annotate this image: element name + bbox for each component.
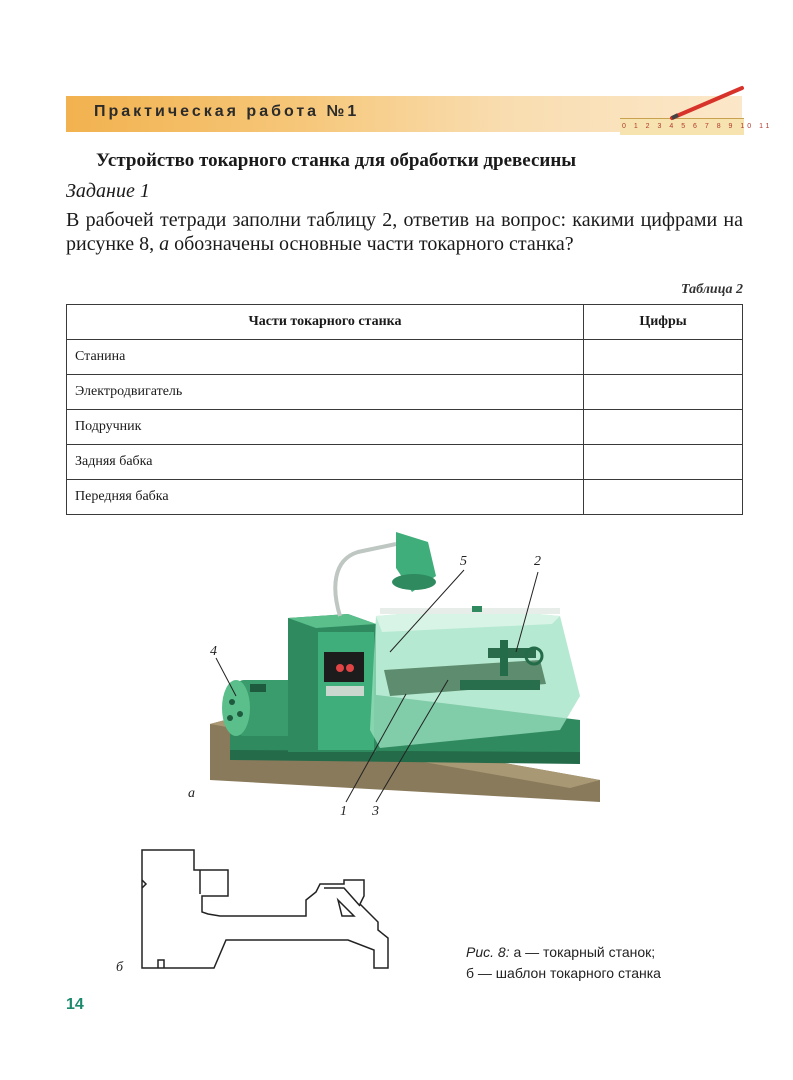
task-label: Задание 1 — [66, 180, 150, 202]
digit-cell — [584, 410, 743, 445]
callout-4: 4 — [210, 644, 217, 659]
page-heading: Устройство токарного станка для обработки древесины — [96, 150, 577, 171]
caption-line-2: б — шаблон токарного станка — [466, 965, 661, 981]
part-name-cell: Электродвигатель — [67, 375, 584, 410]
part-name-cell: Передняя бабка — [67, 480, 584, 515]
figure-label-a: а — [188, 786, 195, 801]
part-name-cell: Подручник — [67, 410, 584, 445]
table-row — [67, 410, 743, 445]
caption-fig-ref: Рис. 8: — [466, 944, 510, 960]
part-name-cell: Станина — [67, 340, 584, 375]
figure-label-b: б — [116, 960, 124, 975]
digit-cell — [584, 480, 743, 515]
table-caption: Таблица 2 — [681, 282, 743, 297]
part-name-cell: Задняя бабка — [67, 445, 584, 480]
caption-line-1-text: а — токарный станок; — [509, 944, 656, 960]
digit-cell — [584, 445, 743, 480]
table-row — [67, 340, 743, 375]
digit-cell — [584, 375, 743, 410]
table-row — [67, 445, 743, 480]
task-text-italic: а — [159, 233, 170, 255]
lathe-illustration — [200, 520, 620, 810]
parts-table — [66, 304, 743, 515]
lathe-template-outline — [130, 840, 430, 980]
callout-1: 1 — [340, 804, 347, 819]
figure-caption — [466, 942, 661, 984]
task-text-part2: обозначены основные части токарного станка? — [169, 233, 574, 255]
table-header-row — [67, 305, 743, 340]
callout-2: 2 — [534, 554, 541, 569]
callout-3: 3 — [372, 804, 379, 819]
page-number: 14 — [66, 996, 84, 1013]
column-header-digits: Цифры — [584, 305, 743, 340]
pencil-icon — [668, 84, 748, 124]
banner-title: Практическая работа №1 — [94, 103, 360, 120]
table-row — [67, 480, 743, 515]
task-text-part1: В рабочей тетради заполни таблицу 2, ответив на вопрос: какими цифрами на рисунке 8, — [66, 209, 743, 255]
digit-cell — [584, 340, 743, 375]
ruler-numbers: 0 1 2 3 4 5 6 7 8 9 10 11 — [622, 123, 773, 130]
caption-line-1 — [466, 942, 661, 963]
callout-5: 5 — [460, 554, 467, 569]
task-text — [66, 208, 743, 256]
column-header-parts: Части токарного станка — [67, 305, 584, 340]
table-row — [67, 375, 743, 410]
